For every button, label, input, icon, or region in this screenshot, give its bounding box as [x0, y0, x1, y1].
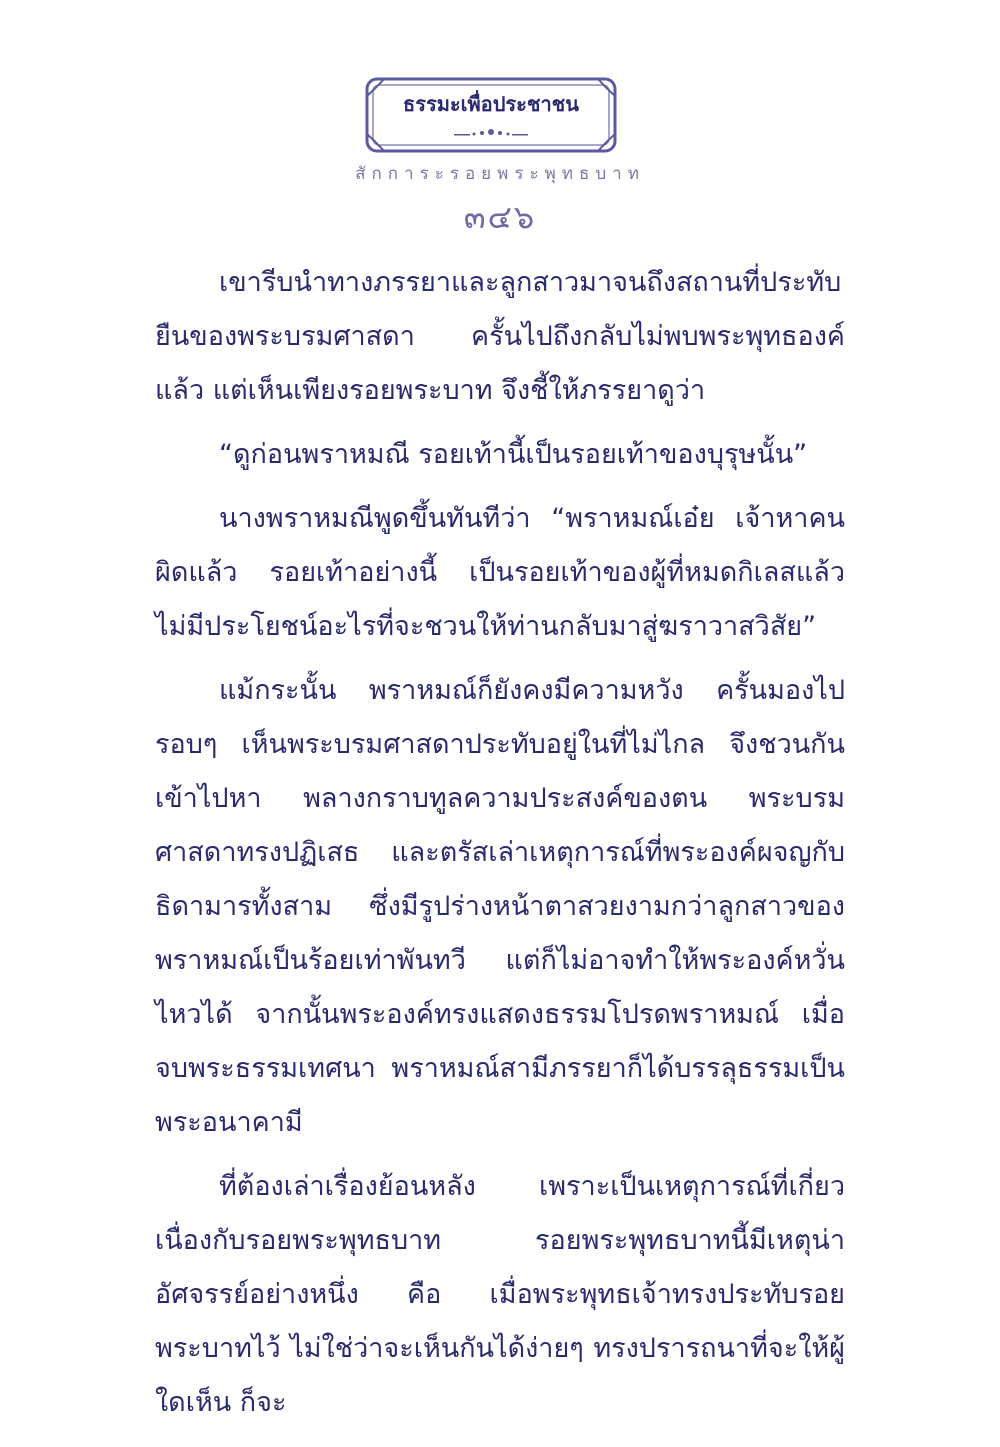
ornament-icon	[454, 129, 528, 136]
book-title: สักการะรอยพระพุทธบาท	[355, 164, 645, 184]
paragraph: “ดูก่อนพราหมณี รอยเท้านี้เป็นรอยเท้าของบุรุษนั้น”	[219, 439, 808, 470]
body-text	[155, 256, 845, 1440]
paragraph: แม้กระนั้น พราหมณ์ก็ยังคงมีความหวัง ครั้นมองไปรอบๆ เห็นพระบรมศาสดาประทับอยู่ในที่ไม่ไกล จึงชวนกันเข้าไปหา พลางกราบทูลความประสงค์ของตน พระบรมศาสดาทรงปฏิเสธ และตรัสเล่าเหตุการณ์ที่พระองค์ผจญกับธิดามารทั้งสาม ซึ่งมีรูปร่างหน้าตาสวยงามกว่าลูกสาวของพราหมณ์เป็นร้อยเท่าพันทวี แต่ก็ไม่อาจทำให้พระองค์หวั่นไหวได้ จากนั้นพระองค์ทรงแสดงธรรมโปรดพราหมณ์ เมื่อจบพระธรรมเทศนา พราหมณ์สามีภรรยาก็ได้บรรลุธรรมเป็นพระอนาคามี	[155, 675, 845, 1138]
page-number: ๓๔๖	[463, 198, 537, 236]
logo-text: ธรรมะเพื่อประชาชน	[403, 92, 579, 116]
paragraph: เขารีบนำทางภรรยาและลูกสาวมาจนถึงสถานที่ประทับยืนของพระบรมศาสดา ครั้นไปถึงกลับไม่พบพระพุทธองค์แล้ว แต่เห็นเพียงรอยพระบาท จึงชี้ให้ภรรยาดูว่า	[155, 267, 845, 406]
paragraph: นางพราหมณีพูดขึ้นทันทีว่า “พราหมณ์เอ๋ย เจ้าหาคนผิดแล้ว รอยเท้าอย่างนี้ เป็นรอยเท้าของผู้ที่หมดกิเลสแล้ว ไม่มีประโยชน์อะไรที่จะชวนให้ท่านกลับมาสู่ฆราวาสวิสัย”	[155, 503, 845, 642]
paragraph: ที่ต้องเล่าเรื่องย้อนหลัง เพราะเป็นเหตุการณ์ที่เกี่ยวเนื่องกับรอยพระพุทธบาท รอยพระพุทธบาทนี้มีเหตุน่าอัศจรรย์อย่างหนึ่ง คือ เมื่อพระพุทธเจ้าทรงประทับรอยพระบาทไว้ ไม่ใช่ว่าจะเห็นกันได้ง่ายๆ ทรงปรารถนาที่จะให้ผู้ใดเห็น ก็จะ	[155, 1171, 845, 1418]
publisher-logo	[364, 76, 618, 154]
